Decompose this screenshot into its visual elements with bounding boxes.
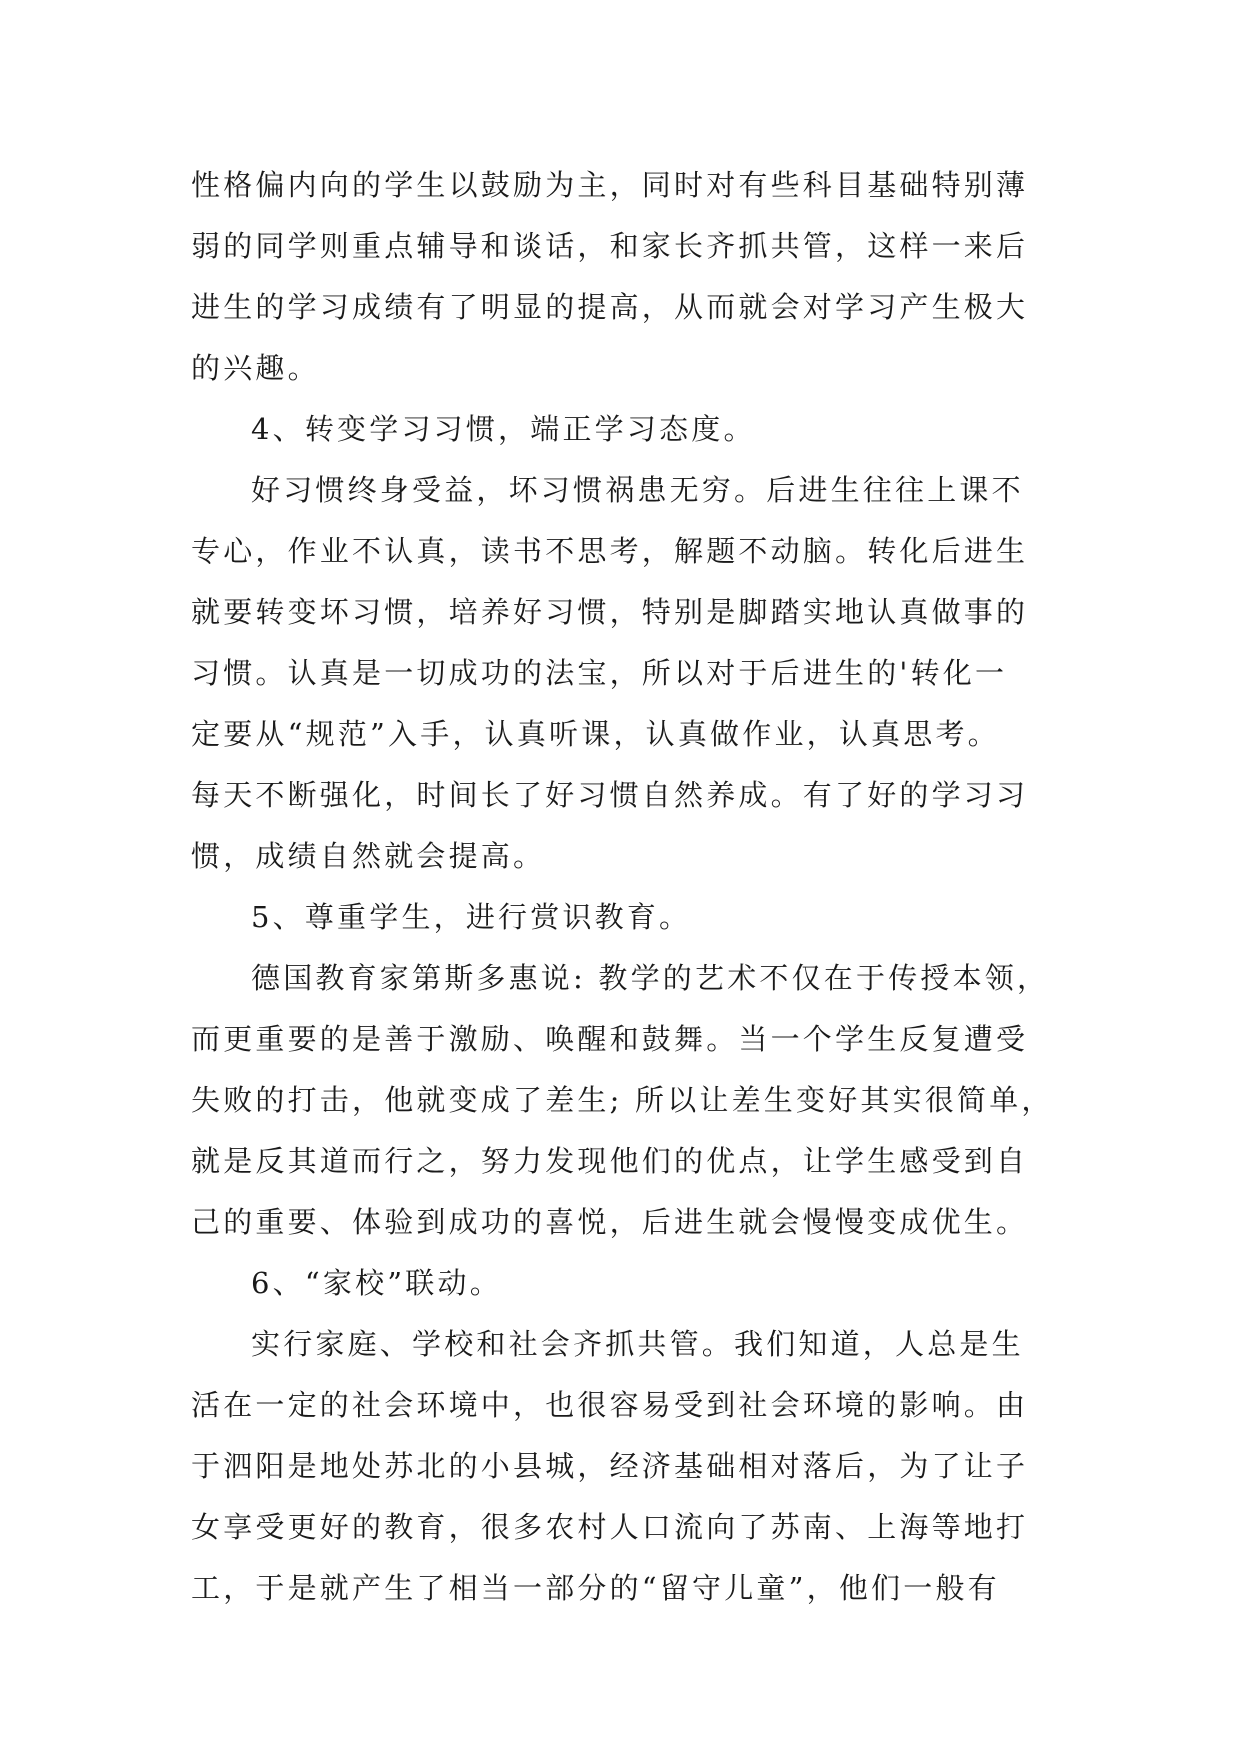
text-line: 定要从“规范”入手，认真听课，认真做作业，认真思考。: [191, 717, 1000, 751]
text-line: 就要转变坏习惯，培养好习惯，特别是脚踏实地认真做事的: [191, 595, 1029, 629]
paragraph-first-line: 好习惯终身受益，坏习惯祸患无穷。后进生往往上课不: [251, 473, 1024, 507]
text-line: 而更重要的是善于激励、唤醒和鼓舞。当一个学生反复遭受: [191, 1022, 1029, 1056]
paragraph-first-line: 实行家庭、学校和社会齐抓共管。我们知道，人总是生: [251, 1327, 1024, 1361]
section-heading: 5、尊重学生，进行赏识教育。: [251, 900, 692, 934]
section-heading: 4、转变学习习惯，端正学习态度。: [251, 412, 756, 446]
text-line: 失败的打击，他就变成了差生; 所以让差生变好其实很简单，: [191, 1083, 1054, 1117]
text-line: 弱的同学则重点辅导和谈话，和家长齐抓共管，这样一来后: [191, 229, 1029, 263]
text-line: 于泗阳是地处苏北的小县城，经济基础相对落后，为了让子: [191, 1449, 1029, 1483]
text-line: 每天不断强化，时间长了好习惯自然养成。有了好的学习习: [191, 778, 1029, 812]
text-line: 专心，作业不认真，读书不思考，解题不动脑。转化后进生: [191, 534, 1029, 568]
text-line: 习惯。认真是一切成功的法宝，所以对于后进生的'转化一: [191, 656, 1008, 690]
paragraph-first-line: 德国教育家第斯多惠说: 教学的艺术不仅在于传授本领，: [251, 961, 1050, 995]
text-line: 己的重要、体验到成功的喜悦，后进生就会慢慢变成优生。: [191, 1205, 1029, 1239]
section-heading: 6、“家校”联动。: [251, 1266, 502, 1300]
text-line: 性格偏内向的学生以鼓励为主，同时对有些科目基础特别薄: [191, 168, 1029, 202]
text-line: 活在一定的社会环境中，也很容易受到社会环境的影响。由: [191, 1388, 1029, 1422]
document-body: [191, 155, 1071, 1619]
text-line: 的兴趣。: [191, 351, 320, 385]
text-line: 女享受更好的教育，很多农村人口流向了苏南、上海等地打: [191, 1510, 1029, 1544]
text-line: 进生的学习成绩有了明显的提高，从而就会对学习产生极大: [191, 290, 1029, 324]
text-line: 惯，成绩自然就会提高。: [191, 839, 546, 873]
text-line: 就是反其道而行之，努力发现他们的优点，让学生感受到自: [191, 1144, 1029, 1178]
text-line: 工，于是就产生了相当一部分的“留守儿童”，他们一般有: [191, 1571, 1000, 1605]
